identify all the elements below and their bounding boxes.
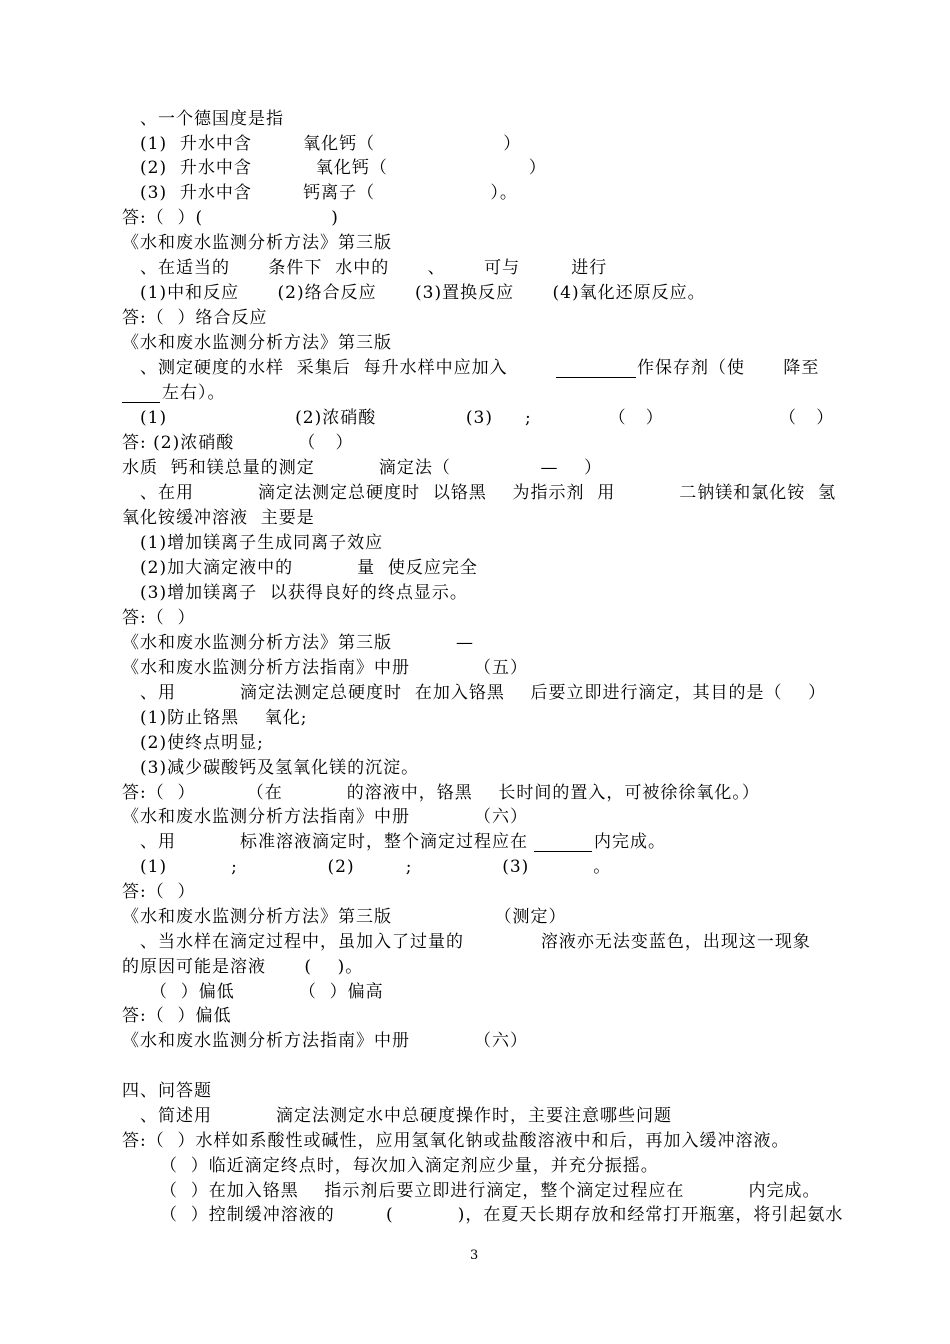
question-line-continued: 的原因可能是溶液 ( )。: [122, 957, 364, 977]
question-line: 、在用 滴定法测定总硬度时 以铬黑 为指示剂 用 二钠镁和氯化铵 氢: [140, 483, 837, 503]
option-line: (1)防止铬黑 氧化;: [140, 708, 308, 728]
reference-line: 《水和废水监测分析方法》第三版: [122, 233, 392, 253]
answer-line: 答:（ ）: [122, 882, 196, 902]
answer-line: 答:（ ）水样如系酸性或碱性，应用氢氧化钠或盐酸溶液中和后，再加入缓冲溶液。: [122, 1131, 790, 1151]
answer-line: 答:（ ）( ): [122, 208, 339, 228]
fill-blank: [556, 361, 636, 378]
question-line: 、在适当的 条件下 水中的 、 可与 进行: [140, 258, 608, 278]
question-line-continued: 内完成。: [594, 832, 666, 852]
question-line: 、用 滴定法测定总硬度时 在加入铬黑 后要立即进行滴定，其目的是（ ）: [140, 683, 827, 703]
answer-line: 答: (2)浓硝酸 （ ）: [122, 433, 354, 453]
option-line: (1)中和反应 (2)络合反应 (3)置换反应 (4)氧化还原反应。: [140, 283, 706, 303]
answer-line: （ ）临近滴定终点时，每次加入滴定剂应少量，并充分振摇。: [160, 1156, 659, 1176]
answer-line: 答:（ ） （在 的溶液中，铬黑 长时间的置入，可被徐徐氧化。）: [122, 783, 760, 803]
section-heading: 四、问答题: [122, 1081, 212, 1101]
reference-line: 《水和废水监测分析方法》第三版 —: [122, 633, 475, 653]
reference-line: 《水和废水监测分析方法》第三版 （测定）: [122, 907, 567, 927]
reference-line: 《水和废水监测分析方法指南》中册 （六）: [122, 1031, 529, 1051]
answer-line: （ ）控制缓冲溶液的 ( )，在夏天长期存放和经常打开瓶塞，将引起氨水: [160, 1205, 844, 1225]
page-number: 3: [470, 1248, 479, 1263]
option-line: (3)减少碳酸钙及氢氧化镁的沉淀。: [140, 758, 420, 778]
option-line: (2)加大滴定液中的 量 使反应完全: [140, 558, 478, 578]
reference-line: 《水和废水监测分析方法指南》中册 （六）: [122, 807, 529, 827]
option-line: (1) (2)浓硝酸 (3) ; （ ） （ ）: [140, 408, 835, 428]
question-line: 、用 标准溶液滴定时，整个滴定过程应在: [140, 832, 529, 852]
question-line: 、当水样在滴定过程中，虽加入了过量的 溶液亦无法变蓝色，出现这一现象: [140, 932, 811, 952]
reference-line: 水质 钙和镁总量的测定 滴定法（ — ）: [122, 458, 603, 478]
option-line: （ ）偏低 （ ）偏高: [150, 982, 384, 1002]
option-line: (3)增加镁离子 以获得良好的终点显示。: [140, 583, 468, 603]
question-line-continued: 左右）。: [162, 383, 226, 403]
question-line-continued: 作保存剂（使 降至: [637, 358, 820, 378]
answer-line: 答:（ ）: [122, 608, 196, 628]
answer-line: 答:（ ）络合反应: [122, 308, 268, 328]
fill-blank: [534, 835, 592, 852]
option-line: (1)增加镁离子生成同离子效应: [140, 533, 384, 553]
answer-line: 答:（ ）偏低: [122, 1006, 232, 1026]
option-line: (2) 升水中含 氧化钙（ ）: [140, 158, 547, 178]
option-line: (1) 升水中含 氧化钙（ ）: [140, 134, 522, 154]
option-line: (2)使终点明显;: [140, 733, 264, 753]
answer-line: （ ）在加入铬黑 指示剂后要立即进行滴定，整个滴定过程应在 内完成。: [160, 1181, 821, 1201]
option-line: (3) 升水中含 钙离子（ ）。: [140, 183, 518, 203]
option-line: (1) ; (2) ; (3) 。: [140, 857, 612, 877]
question-line-continued: 氧化铵缓冲溶液 主要是: [122, 508, 315, 528]
fill-blank: [122, 386, 160, 403]
question-line: 、一个德国度是指: [140, 109, 284, 129]
question-line: 、测定硬度的水样 采集后 每升水样中应加入: [140, 358, 508, 378]
question-line: 、简述用 滴定法测定水中总硬度操作时，主要注意哪些问题: [140, 1106, 673, 1126]
reference-line: 《水和废水监测分析方法指南》中册 （五）: [122, 658, 529, 678]
reference-line: 《水和废水监测分析方法》第三版: [122, 333, 392, 353]
